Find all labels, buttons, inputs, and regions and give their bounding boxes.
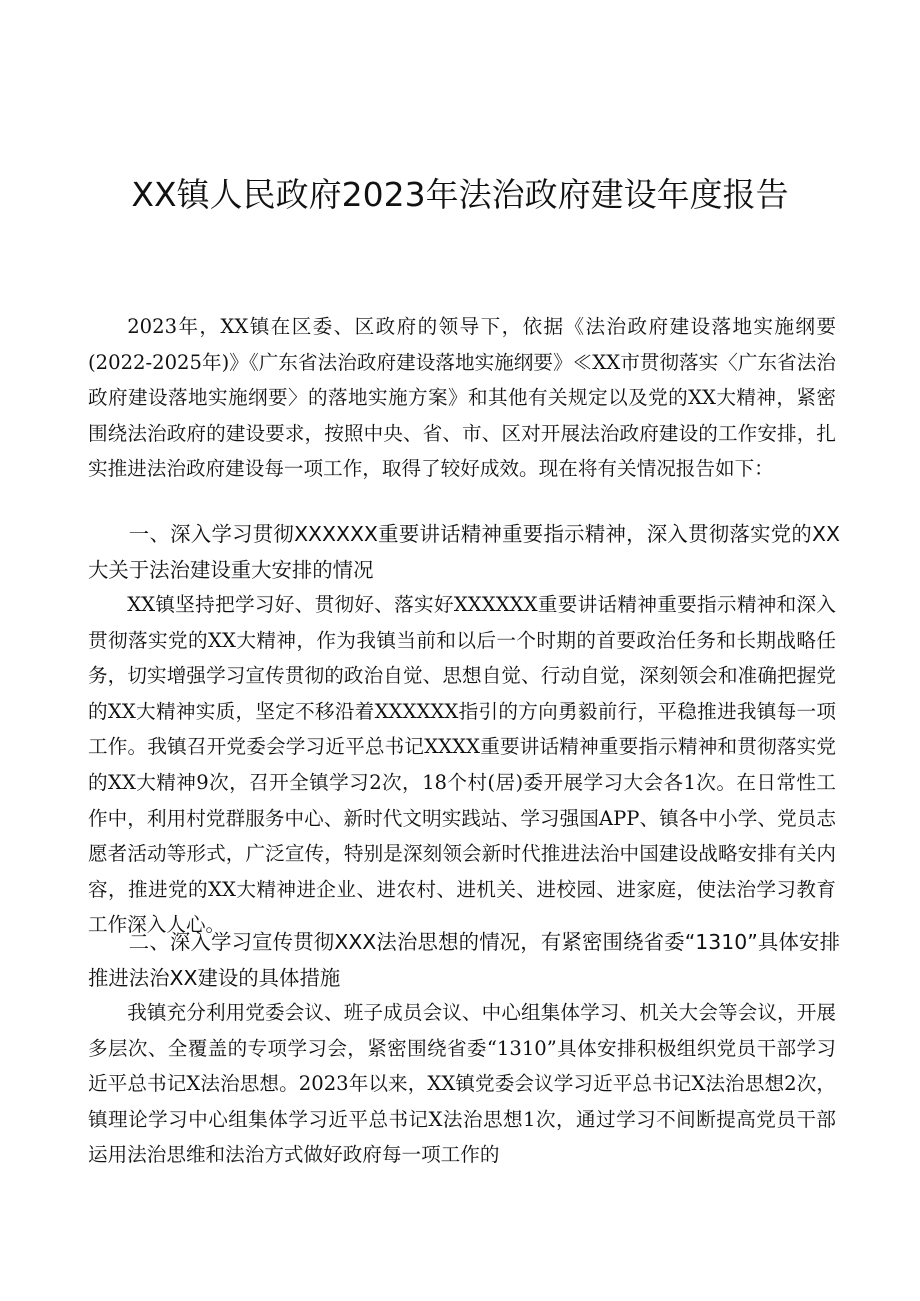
- intro-paragraph: 2023年，XX镇在区委、区政府的领导下，依据《法治政府建设落地实施纲要(2022-2025年)》《广东省法治政府建设落地实施纲要》≪XX市贯彻落实〈广东省法治政府建设落地实施纲要〉的落地实施方案》和其他有关规定以及党的XX大精神，紧密围绕法治政府的建设要求，按照中央、省、市、区对开展法治政府建设的工作安排，扎实推进法治政府建设每一项工作，取得了较好成效。现在将有关情况报告如下：: [88, 315, 836, 481]
- section-1-heading: 一、深入学习贯彻XXXXXX重要讲话精神重要指示精神，深入贯彻落实党的XX大关于法治建设重大安排的情况: [88, 522, 840, 582]
- document-title: XX镇人民政府2023年法治政府建设年度报告: [131, 175, 789, 214]
- section-2-paragraph: 我镇充分利用党委会议、班子成员会议、中心组集体学习、机关大会等会议，开展多层次、全覆盖的专项学习会，紧密围绕省委“1310”具体安排积极组织党员干部学习近平总书记X法治思想。2023年以来，XX镇党委会议学习近平总书记X法治思想2次，镇理论学习中心组集体学习近平总书记X法治思想1次，通过学习不间断提高党员干部运用法治思维和法治方式做好政府每一项工作的: [88, 1001, 836, 1167]
- section-2-heading: 二、深入学习宣传贯彻XXX法治思想的情况，有紧密围绕省委“1310”具体安排推进法治XX建设的具体措施: [88, 930, 840, 990]
- section-1-paragraph: XX镇坚持把学习好、贯彻好、落实好XXXXXX重要讲话精神重要指示精神和深入贯彻落实党的XX大精神，作为我镇当前和以后一个时期的首要政治任务和长期战略任务，切实增强学习宣传贯彻的政治自觉、思想自觉、行动自觉，深刻领会和准确把握党的XX大精神实质，坚定不移沿着XXXXXX指引的方向勇毅前行，平稳推进我镇每一项工作。我镇召开党委会学习近平总书记XXXX重要讲话精神重要指示精神和贯彻落实党的XX大精神9次，召开全镇学习2次，18个村(居)委开展学习大会各1次。在日常性工作中，利用村党群服务中心、新时代文明实践站、学习强国APP、镇各中小学、党员志愿者活动等形式，广泛宣传，特别是深刻领会新时代推进法治中国建设战略安排有关内容，推进党的XX大精神进企业、进农村、进机关、进校园、进家庭，使法治学习教育工作深入人心。: [88, 593, 836, 937]
